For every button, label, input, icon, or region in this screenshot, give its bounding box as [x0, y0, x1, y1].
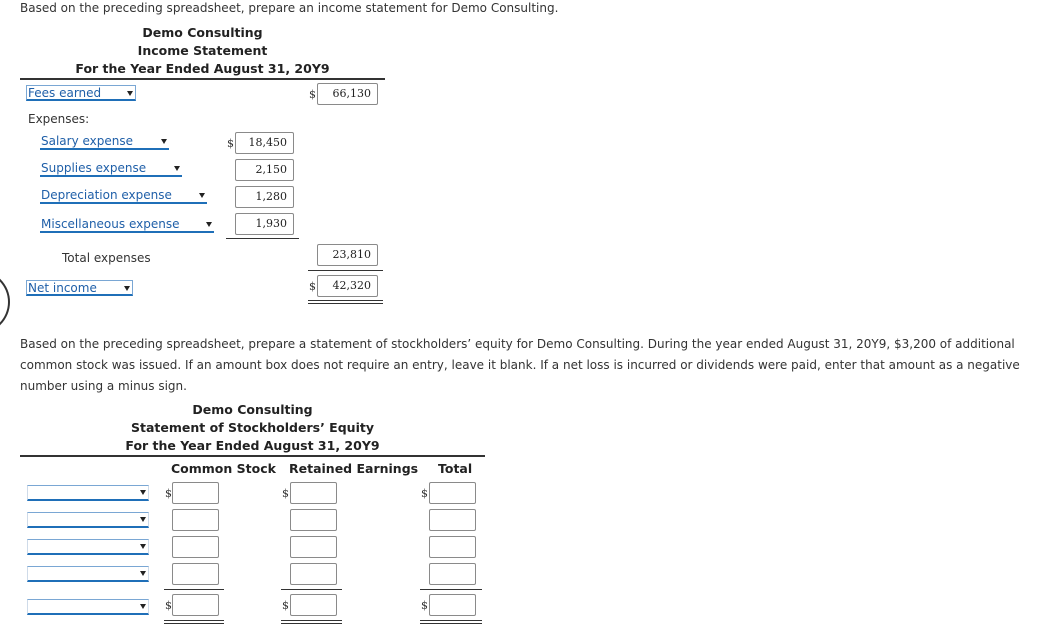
chevron-down-icon: [127, 91, 133, 96]
chevron-down-icon: [140, 544, 146, 549]
total-input[interactable]: [429, 594, 476, 616]
common-stock-input[interactable]: [172, 509, 219, 531]
total-input[interactable]: [429, 482, 476, 504]
currency-symbol: $: [421, 487, 428, 500]
miscellaneous-expense-select[interactable]: [40, 217, 214, 233]
is-period: For the Year Ended August 31, 20Y9: [75, 61, 330, 76]
retained-earnings-input[interactable]: [290, 536, 337, 558]
equity-row-select[interactable]: [27, 512, 149, 528]
expenses-heading: Expenses:: [28, 112, 90, 126]
supplies-expense-select[interactable]: [40, 161, 182, 177]
currency-symbol: $: [165, 487, 172, 500]
equity-row-select[interactable]: [27, 566, 149, 582]
currency-symbol: $: [165, 599, 172, 612]
total-input[interactable]: [429, 563, 476, 585]
total-input[interactable]: [429, 509, 476, 531]
net-income-select[interactable]: [26, 280, 133, 296]
chevron-down-icon: [174, 166, 180, 171]
net-income-amount[interactable]: 42,320: [317, 275, 378, 297]
net-income-label: Net income: [28, 281, 97, 295]
retained-earnings-input[interactable]: [290, 594, 337, 616]
salary-expense-amount[interactable]: 18,450: [235, 132, 294, 154]
retained-earnings-input[interactable]: [290, 482, 337, 504]
chevron-down-icon: [161, 139, 167, 144]
is-header-rule: [20, 78, 385, 80]
section-divider-arc: [0, 270, 10, 334]
currency-symbol: $: [282, 487, 289, 500]
column-underline: [281, 589, 342, 590]
se-company-name: Demo Consulting: [192, 402, 313, 417]
total-expenses-underline: [308, 270, 383, 271]
column-double-underline: [164, 620, 224, 624]
column-underline: [420, 589, 482, 590]
fees-earned-select[interactable]: [26, 85, 136, 101]
se-statement-title: Statement of Stockholders’ Equity: [131, 420, 374, 435]
supplies-expense-amount[interactable]: 2,150: [235, 159, 294, 181]
common-stock-input[interactable]: [172, 594, 219, 616]
total-expenses-amount[interactable]: 23,810: [317, 244, 378, 266]
equity-row-select[interactable]: [27, 539, 149, 555]
total-expenses-label: Total expenses: [62, 251, 151, 265]
total-input[interactable]: [429, 536, 476, 558]
chevron-down-icon: [140, 571, 146, 576]
depreciation-expense-select[interactable]: [40, 188, 207, 204]
miscellaneous-expense-amount[interactable]: 1,930: [235, 213, 294, 235]
chevron-down-icon: [140, 604, 146, 609]
se-header-rule: [20, 455, 485, 457]
common-stock-input[interactable]: [172, 482, 219, 504]
income-instruction: Based on the preceding spreadsheet, prepare an income statement for Demo Consulting.: [20, 1, 559, 15]
retained-earnings-input[interactable]: [290, 563, 337, 585]
is-company-name: Demo Consulting: [142, 25, 263, 40]
net-income-double-underline: [308, 300, 383, 304]
currency-symbol: $: [421, 599, 428, 612]
expenses-underline: [226, 238, 299, 239]
chevron-down-icon: [199, 193, 205, 198]
currency-symbol: $: [309, 88, 316, 101]
common-stock-input[interactable]: [172, 563, 219, 585]
fees-earned-amount[interactable]: 66,130: [317, 83, 378, 105]
chevron-down-icon: [140, 490, 146, 495]
expense-label: Supplies expense: [41, 161, 147, 175]
equity-row-select[interactable]: [27, 485, 149, 501]
depreciation-expense-amount[interactable]: 1,280: [235, 186, 294, 208]
fees-earned-label: Fees earned: [28, 86, 102, 100]
expense-label: Salary expense: [41, 134, 134, 148]
currency-symbol: $: [309, 280, 316, 293]
common-stock-input[interactable]: [172, 536, 219, 558]
equity-row-select[interactable]: [27, 599, 149, 615]
column-header-total: Total: [438, 461, 473, 476]
salary-expense-select[interactable]: [40, 134, 169, 150]
column-double-underline: [420, 620, 482, 624]
column-double-underline: [281, 620, 342, 624]
equity-instruction: Based on the preceding spreadsheet, prepare a statement of stockholders’ equity for Demo Consulting. During the year ended August 31, 20Y9, $3,200 of additional common stock was issued. If an amount box does not require an entry, leave it blank. If a net loss is incurred or dividends were paid, enter that amount as a negative number using a minus sign.: [20, 337, 1020, 393]
column-underline: [164, 589, 224, 590]
is-statement-title: Income Statement: [137, 43, 268, 58]
retained-earnings-input[interactable]: [290, 509, 337, 531]
chevron-down-icon: [140, 517, 146, 522]
expense-label: Miscellaneous expense: [41, 217, 180, 231]
se-period: For the Year Ended August 31, 20Y9: [125, 438, 380, 453]
chevron-down-icon: [206, 222, 212, 227]
currency-symbol: $: [227, 137, 234, 150]
column-header-retained-earnings: Retained Earnings: [289, 461, 419, 476]
currency-symbol: $: [282, 599, 289, 612]
column-header-common-stock: Common Stock: [171, 461, 276, 476]
chevron-down-icon: [124, 286, 130, 291]
expense-label: Depreciation expense: [41, 188, 172, 202]
